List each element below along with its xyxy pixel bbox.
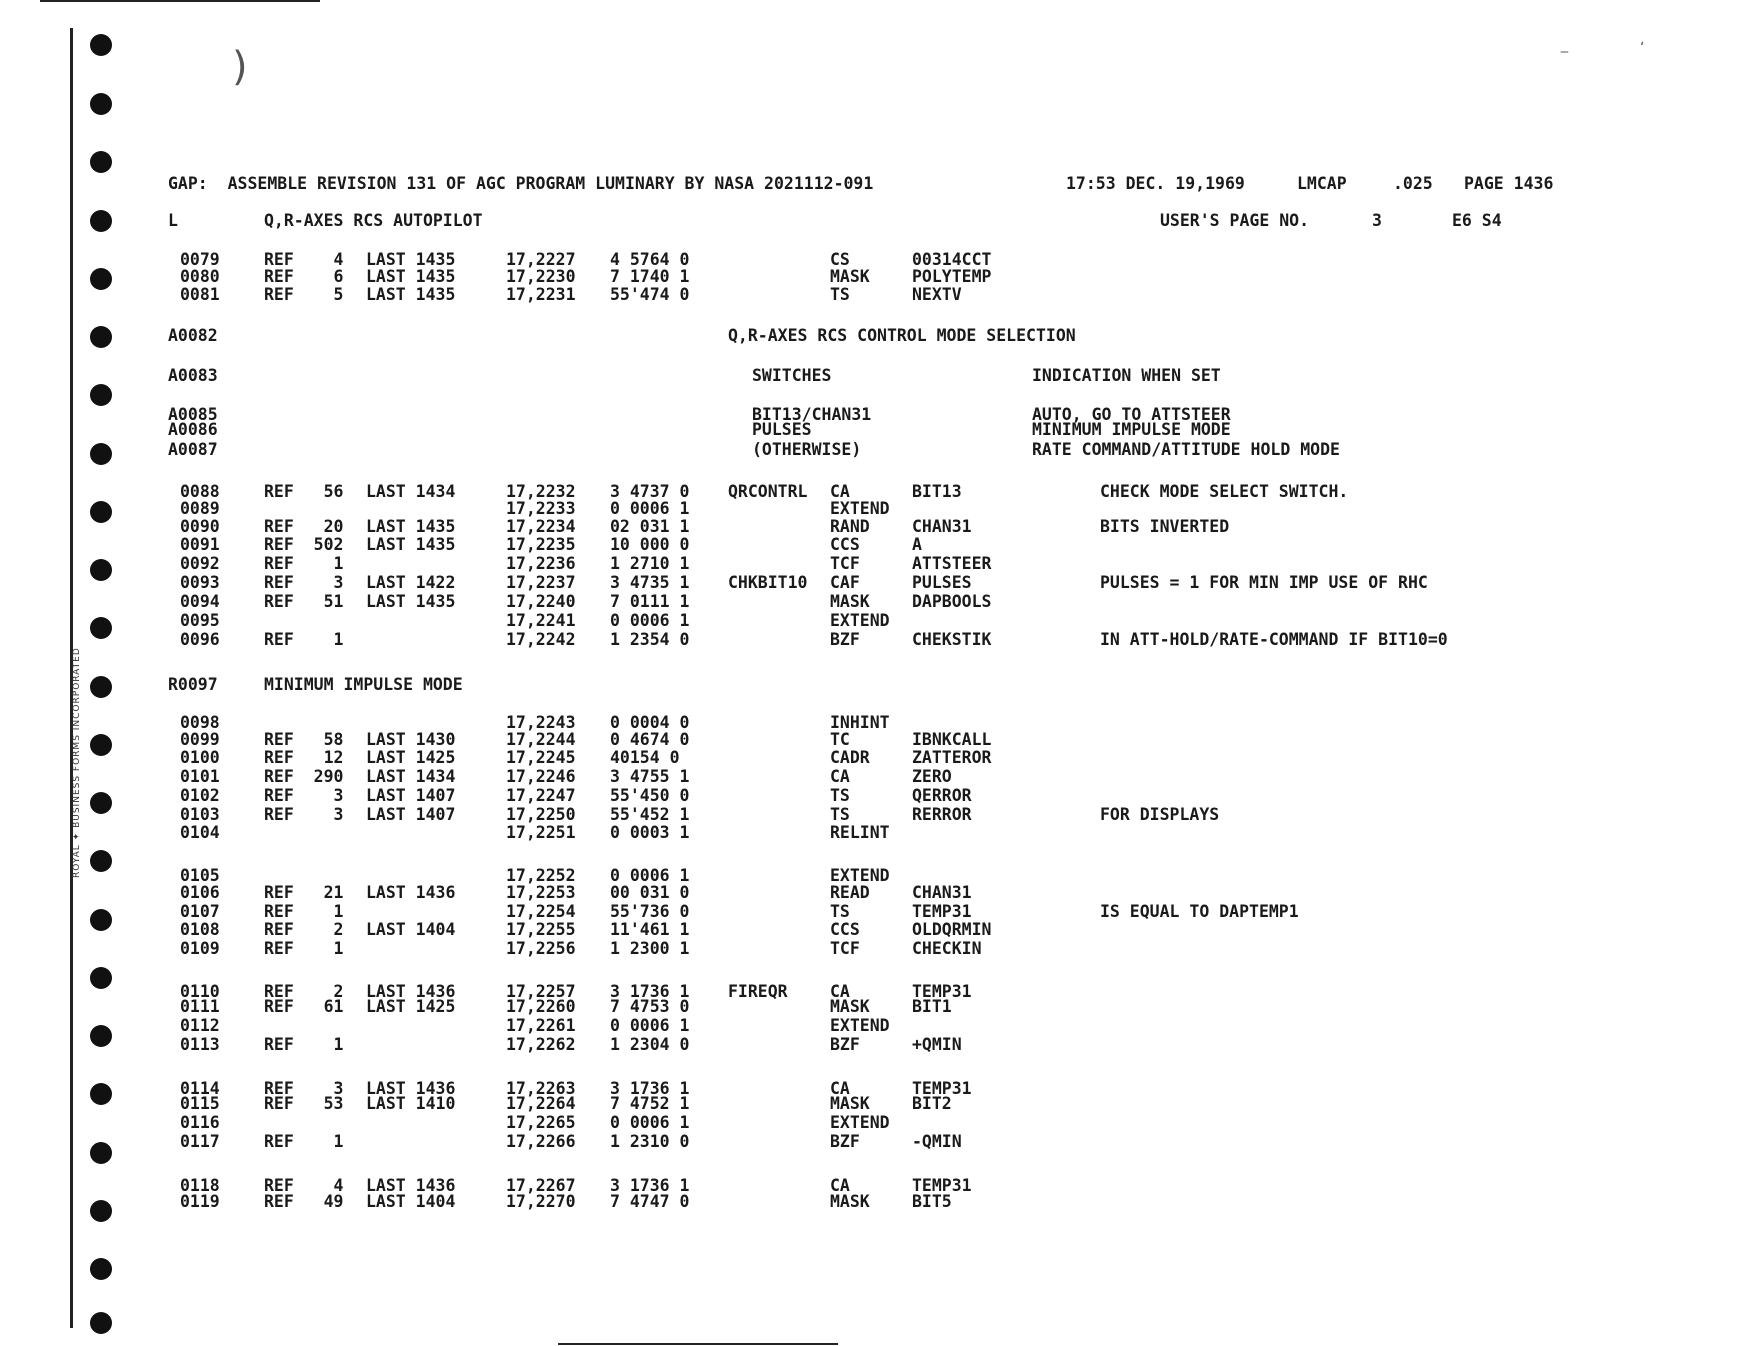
octal-code: 1 2300 1 [610,939,690,958]
line-number: 0106 [180,883,220,902]
operand: ZATTEROR [912,748,992,767]
operand: IBNKCALL [912,730,992,749]
memory-address: 17,2250 [506,805,576,824]
annotation-number: A0087 [168,440,218,459]
octal-code: 4 5764 0 [610,250,690,269]
ref-count: REF 1 [264,554,344,573]
operand: QERROR [912,786,972,805]
bottom-rule [558,1343,838,1345]
octal-code: 00 031 0 [610,883,690,902]
memory-address: 17,2262 [506,1035,576,1054]
binder-hole [90,501,112,523]
octal-code: 7 4753 0 [610,997,690,1016]
operand: CHECKIN [912,939,982,958]
opcode: READ [830,883,870,902]
ref-count: REF 49 [264,1192,344,1211]
opcode: MASK [830,267,870,286]
ref-count: REF 2 [264,982,344,1001]
memory-address: 17,2237 [506,573,576,592]
ref-count: REF 1 [264,630,344,649]
octal-code: 0 4674 0 [610,730,690,749]
opcode: EXTEND [830,866,890,885]
binder-hole [90,734,112,756]
ref-count: REF 12 [264,748,344,767]
octal-code: 3 1736 1 [610,982,690,1001]
ref-count: REF 502 [264,535,344,554]
binder-hole [90,326,112,348]
octal-code: 3 4735 1 [610,573,690,592]
operand: CHAN31 [912,517,972,536]
octal-code: 1 2710 1 [610,554,690,573]
operand: BIT13 [912,482,962,501]
binder-hole [90,850,112,872]
operand: BIT1 [912,997,952,1016]
ref-count: REF 53 [264,1094,344,1113]
line-number: 0117 [180,1132,220,1151]
opcode: RELINT [830,823,890,842]
line-number: 0098 [180,713,220,732]
octal-code: 55'474 0 [610,285,690,304]
binder-hole [90,268,112,290]
code-comment: CHECK MODE SELECT SWITCH. [1100,482,1349,501]
operand: -QMIN [912,1132,962,1151]
octal-code: 11'461 1 [610,920,690,939]
octal-code: 0 0006 1 [610,1016,690,1035]
print-cost: .025 [1393,174,1433,193]
ref-count: REF 56 [264,482,344,501]
opcode: MASK [830,1192,870,1211]
line-number: 0095 [180,611,220,630]
binder-hole [90,384,112,406]
operand: 00314CCT [912,250,992,269]
ref-count: REF 3 [264,1079,344,1098]
ref-count: REF 4 [264,1176,344,1195]
operand: POLYTEMP [912,267,992,286]
code-comment: IS EQUAL TO DAPTEMP1 [1100,902,1299,921]
opcode: BZF [830,630,860,649]
octal-code: 7 4747 0 [610,1192,690,1211]
opcode: TS [830,805,850,824]
last-page: LAST 1425 [366,748,456,767]
octal-code: 1 2304 0 [610,1035,690,1054]
annotation-number: R0097 [168,675,218,694]
line-number: 0091 [180,535,220,554]
line-number: 0080 [180,267,220,286]
octal-code: 0 0006 1 [610,1113,690,1132]
binder-hole [90,93,112,115]
opcode: BZF [830,1132,860,1151]
operand: CHEKSTIK [912,630,992,649]
line-number: 0090 [180,517,220,536]
opcode: CA [830,1079,850,1098]
octal-code: 7 1740 1 [610,267,690,286]
opcode: CCS [830,535,860,554]
opcode: EXTEND [830,1016,890,1035]
memory-address: 17,2232 [506,482,576,501]
memory-address: 17,2255 [506,920,576,939]
opcode: CCS [830,920,860,939]
annotation-number: A0083 [168,366,218,385]
octal-code: 3 4755 1 [610,767,690,786]
annotation-text: Q,R-AXES RCS CONTROL MODE SELECTION [728,326,1076,345]
last-page: LAST 1435 [366,250,456,269]
line-number: 0103 [180,805,220,824]
octal-code: 55'450 0 [610,786,690,805]
top-rule [40,0,320,2]
opcode: TCF [830,554,860,573]
line-number: 0108 [180,920,220,939]
binder-hole [90,210,112,232]
octal-code: 55'452 1 [610,805,690,824]
line-number: 0107 [180,902,220,921]
octal-code: 55'736 0 [610,902,690,921]
memory-address: 17,2233 [506,499,576,518]
form-imprint: ROYAL ✦ BUSINESS FORMS INCORPORATED [72,647,82,878]
opcode: TC [830,730,850,749]
memory-address: 17,2267 [506,1176,576,1195]
last-page: LAST 1404 [366,1192,456,1211]
last-page: LAST 1435 [366,535,456,554]
memory-address: 17,2264 [506,1094,576,1113]
program-header: GAP: ASSEMBLE REVISION 131 OF AGC PROGRAM LUMINARY BY NASA 2021112-091 [168,174,874,193]
last-page: LAST 1436 [366,883,456,902]
memory-address: 17,2257 [506,982,576,1001]
operand: TEMP31 [912,1176,972,1195]
opcode: MASK [830,997,870,1016]
memory-address: 17,2253 [506,883,576,902]
annotation-text: RATE COMMAND/ATTITUDE HOLD MODE [1032,440,1340,459]
ref-count: REF 1 [264,902,344,921]
last-page: LAST 1404 [366,920,456,939]
memory-address: 17,2241 [506,611,576,630]
line-number: 0079 [180,250,220,269]
memory-address: 17,2260 [506,997,576,1016]
operand: ZERO [912,767,952,786]
memory-address: 17,2243 [506,713,576,732]
binder-hole [90,617,112,639]
binder-hole [90,1312,112,1334]
line-number: 0092 [180,554,220,573]
opcode: CAF [830,573,860,592]
memory-address: 17,2244 [506,730,576,749]
binder-hole [90,1258,112,1280]
line-number: 0088 [180,482,220,501]
line-number: 0105 [180,866,220,885]
operand: CHAN31 [912,883,972,902]
opcode: CA [830,767,850,786]
line-number: 0112 [180,1016,220,1035]
users-page-label: USER'S PAGE NO. [1160,211,1310,230]
opcode: TS [830,285,850,304]
section-code: L [168,211,178,230]
memory-address: 17,2230 [506,267,576,286]
operand: TEMP31 [912,982,972,1001]
memory-address: 17,2227 [506,250,576,269]
ref-count: REF 290 [264,767,344,786]
memory-address: 17,2251 [506,823,576,842]
memory-address: 17,2256 [506,939,576,958]
annotation-text: MINIMUM IMPULSE MODE [264,675,463,694]
ref-count: REF 51 [264,592,344,611]
octal-code: 10 000 0 [610,535,690,554]
octal-code: 1 2354 0 [610,630,690,649]
last-page: LAST 1407 [366,786,456,805]
opcode: CA [830,982,850,1001]
last-page: LAST 1435 [366,592,456,611]
code-label: CHKBIT10 [728,573,808,592]
annotation-text: SWITCHES [752,366,832,385]
memory-address: 17,2265 [506,1113,576,1132]
last-page: LAST 1425 [366,997,456,1016]
operand: TEMP31 [912,1079,972,1098]
annotation-text: BIT13/CHAN31 [752,405,872,424]
ref-count: REF 2 [264,920,344,939]
binder-hole [90,443,112,465]
ref-count: REF 61 [264,997,344,1016]
annotation-number: A0082 [168,326,218,345]
binder-hole [90,151,112,173]
last-page: LAST 1435 [366,285,456,304]
memory-address: 17,2235 [506,535,576,554]
line-number: 0089 [180,499,220,518]
operand: BIT2 [912,1094,952,1113]
opcode: TS [830,902,850,921]
binder-hole [90,559,112,581]
octal-code: 0 0006 1 [610,611,690,630]
octal-code: 0 0006 1 [610,866,690,885]
octal-code: 7 4752 1 [610,1094,690,1113]
last-page: LAST 1407 [366,805,456,824]
memory-address: 17,2252 [506,866,576,885]
ref-count: REF 3 [264,786,344,805]
operand: NEXTV [912,285,962,304]
line-number: 0111 [180,997,220,1016]
ref-count: REF 58 [264,730,344,749]
users-page-number: 3 [1372,211,1382,230]
line-number: 0109 [180,939,220,958]
memory-address: 17,2234 [506,517,576,536]
section-title: Q,R-AXES RCS AUTOPILOT [264,211,483,230]
octal-code: 0 0006 1 [610,499,690,518]
operand: BIT5 [912,1192,952,1211]
opcode: EXTEND [830,611,890,630]
stray-mark: ‒ [1560,44,1569,60]
opcode: TCF [830,939,860,958]
annotation-text: AUTO, GO TO ATTSTEER [1032,405,1231,424]
ref-count: REF 5 [264,285,344,304]
annotation-text: MINIMUM IMPULSE MODE [1032,420,1231,439]
last-page: LAST 1436 [366,982,456,1001]
opcode: MASK [830,1094,870,1113]
last-page: LAST 1436 [366,1176,456,1195]
line-number: 0081 [180,285,220,304]
last-page: LAST 1422 [366,573,456,592]
ref-count: REF 1 [264,1132,344,1151]
ref-count: REF 21 [264,883,344,902]
ref-count: REF 20 [264,517,344,536]
operand: DAPBOOLS [912,592,992,611]
last-page: LAST 1435 [366,517,456,536]
binder-hole [90,967,112,989]
opcode: CADR [830,748,870,767]
last-page: LAST 1430 [366,730,456,749]
memory-address: 17,2231 [506,285,576,304]
last-page: LAST 1434 [366,482,456,501]
binder-hole [90,1142,112,1164]
annotation-text: (OTHERWISE) [752,440,862,459]
ref-count: REF 1 [264,1035,344,1054]
memory-address: 17,2263 [506,1079,576,1098]
line-number: 0116 [180,1113,220,1132]
last-page: LAST 1410 [366,1094,456,1113]
binder-hole [90,34,112,56]
line-number: 0100 [180,748,220,767]
line-number: 0101 [180,767,220,786]
print-date-time: 17:53 DEC. 19,1969 [1066,174,1245,193]
memory-address: 17,2246 [506,767,576,786]
line-number: 0119 [180,1192,220,1211]
operand: PULSES [912,573,972,592]
opcode: MASK [830,592,870,611]
line-number: 0099 [180,730,220,749]
paren-mark: ) [232,44,248,90]
opcode: RAND [830,517,870,536]
memory-address: 17,2242 [506,630,576,649]
opcode: INHINT [830,713,890,732]
code-label: QRCONTRL [728,482,808,501]
line-number: 0093 [180,573,220,592]
line-number: 0104 [180,823,220,842]
page-number: PAGE 1436 [1464,174,1554,193]
memory-address: 17,2236 [506,554,576,573]
opcode: EXTEND [830,1113,890,1132]
octal-code: 0 0003 1 [610,823,690,842]
line-number: 0118 [180,1176,220,1195]
octal-code: 40154 0 [610,748,680,767]
line-number: 0114 [180,1079,220,1098]
binder-hole [90,676,112,698]
operand: ATTSTEER [912,554,992,573]
annotation-text: INDICATION WHEN SET [1032,366,1221,385]
line-number: 0115 [180,1094,220,1113]
operand: A [912,535,922,554]
code-comment: BITS INVERTED [1100,517,1230,536]
memory-address: 17,2240 [506,592,576,611]
line-number: 0094 [180,592,220,611]
ref-count: REF 4 [264,250,344,269]
line-number: 0110 [180,982,220,1001]
operand: RERROR [912,805,972,824]
memory-address: 17,2270 [506,1192,576,1211]
memory-address: 17,2247 [506,786,576,805]
opcode: CA [830,1176,850,1195]
annotation-number: A0086 [168,420,218,439]
octal-code: 7 0111 1 [610,592,690,611]
code-comment: IN ATT-HOLD/RATE-COMMAND IF BIT10=0 [1100,630,1448,649]
line-number: 0102 [180,786,220,805]
memory-address: 17,2254 [506,902,576,921]
binder-hole [90,1025,112,1047]
octal-code: 1 2310 0 [610,1132,690,1151]
annotation-text: PULSES [752,420,812,439]
octal-code: 02 031 1 [610,517,690,536]
header-codes: E6 S4 [1452,211,1502,230]
octal-code: 3 4737 0 [610,482,690,501]
stray-mark: ʻ [1640,40,1645,56]
opcode: CA [830,482,850,501]
binder-hole [90,1083,112,1105]
code-comment: FOR DISPLAYS [1100,805,1220,824]
memory-address: 17,2245 [506,748,576,767]
octal-code: 0 0004 0 [610,713,690,732]
code-label: FIREQR [728,982,788,1001]
binder-hole [90,1200,112,1222]
annotation-number: A0085 [168,405,218,424]
line-number: 0096 [180,630,220,649]
opcode: TS [830,786,850,805]
memory-address: 17,2266 [506,1132,576,1151]
operand: OLDQRMIN [912,920,992,939]
opcode: CS [830,250,850,269]
operand: TEMP31 [912,902,972,921]
ref-count: REF 6 [264,267,344,286]
binder-hole [90,909,112,931]
memory-address: 17,2261 [506,1016,576,1035]
last-page: LAST 1435 [366,267,456,286]
last-page: LAST 1434 [366,767,456,786]
operand: +QMIN [912,1035,962,1054]
octal-code: 3 1736 1 [610,1176,690,1195]
last-page: LAST 1436 [366,1079,456,1098]
ref-count: REF 1 [264,939,344,958]
ref-count: REF 3 [264,573,344,592]
octal-code: 3 1736 1 [610,1079,690,1098]
ref-count: REF 3 [264,805,344,824]
opcode: EXTEND [830,499,890,518]
opcode: BZF [830,1035,860,1054]
line-number: 0113 [180,1035,220,1054]
binder-hole [90,792,112,814]
code-comment: PULSES = 1 FOR MIN IMP USE OF RHC [1100,573,1428,592]
print-user: LMCAP [1297,174,1347,193]
